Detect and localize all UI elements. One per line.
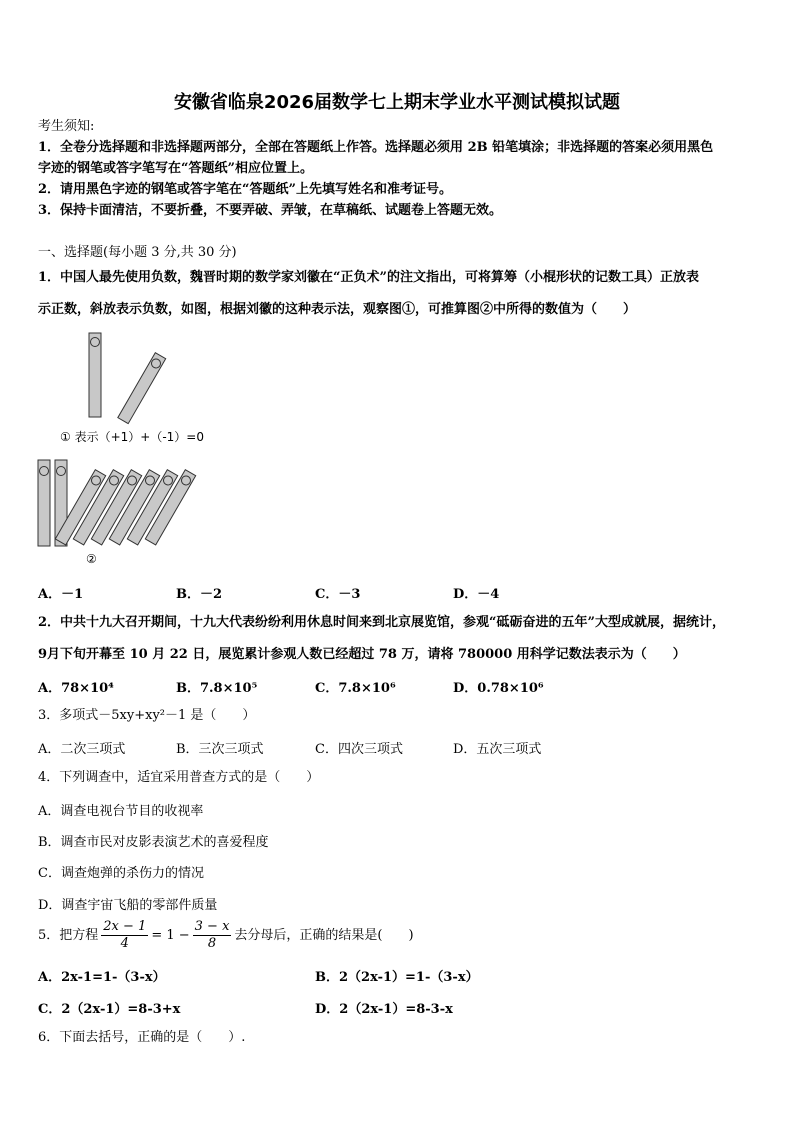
q4-option-b[interactable]: B．调查市民对皮影表演艺术的喜爱程度	[38, 835, 269, 850]
q5-option-b[interactable]: B．2（2x-1）=1-（3-x）	[315, 970, 479, 985]
q6-stem: 6．下面去括号，正确的是（ ）.	[38, 1030, 246, 1045]
upright-rod	[89, 333, 101, 417]
q1-option-d[interactable]: D．－4	[453, 587, 500, 602]
q2-option-c[interactable]: C．7.8×10⁶	[315, 681, 396, 696]
q5-prefix: 5．把方程	[38, 927, 99, 943]
q5-fraction-1-denominator: 4	[120, 936, 129, 951]
q1-option-c[interactable]: C．－3	[315, 587, 361, 602]
q5-stem	[38, 919, 414, 952]
q4-option-d[interactable]: D．调查宇宙飞船的零部件质量	[38, 898, 218, 913]
q3-option-b[interactable]: B．三次三项式	[176, 742, 264, 757]
q3-stem: 3．多项式－5xy+xy²－1 是（ ）	[38, 708, 256, 723]
q2-option-d[interactable]: D．0.78×10⁶	[453, 681, 544, 696]
q4-option-c[interactable]: C．调查炮弹的杀伤力的情况	[38, 866, 204, 881]
q2-stem-line2: 9月下旬开幕至 10 月 22 日，展览累计参观人数已经超过 78 万，请将 780000 用科学记数法表示为（ ）	[38, 647, 686, 662]
q5-fraction-2-numerator: 3 − x	[194, 919, 230, 934]
q3-option-a[interactable]: A．二次三项式	[38, 742, 126, 757]
notice-item: 3．保持卡面清洁，不要折叠，不要弄破、弄皱，在草稿纸、试题卷上答题无效。	[38, 203, 503, 218]
notice-item: 字迹的钢笔或答字笔写在“答题纸”相应位置上。	[38, 161, 313, 176]
q3-option-c[interactable]: C．四次三项式	[315, 742, 403, 757]
q1-option-a[interactable]: A．－1	[38, 587, 84, 602]
figure-2-counting-rods	[34, 455, 214, 555]
q2-stem-line1: 2．中共十九大召开期间，十九大代表纷纷利用休息时间来到北京展览馆，参观“砥砺奋进的五年”大型成就展，据统计，	[38, 615, 726, 630]
q1-stem-line2: 示正数，斜放表示负数，如图，根据刘徽的这种表示法，观察图①，可推算图②中所得的数值为（ ）	[38, 302, 637, 317]
page-title: 安徽省临泉2026届数学七上期末学业水平测试模拟试题	[173, 92, 621, 113]
q5-fraction-1	[101, 919, 148, 952]
q5-fraction-2-denominator: 8	[207, 936, 217, 951]
q4-stem: 4．下列调查中，适宜采用普查方式的是（ ）	[38, 770, 320, 785]
q5-equals: = 1 −	[151, 927, 190, 943]
q2-option-a[interactable]: A．78×10⁴	[38, 681, 114, 696]
q5-suffix: 去分母后，正确的结果是( )	[234, 927, 414, 943]
q5-fraction-2	[193, 919, 232, 952]
notice-item: 2．请用黑色字迹的钢笔或答字笔在“答题纸”上先填写姓名和准考证号。	[38, 182, 453, 197]
q5-option-d[interactable]: D．2（2x-1）=8-3-x	[315, 1002, 453, 1017]
figure-1-caption: ① 表示（+1）+（-1）=0	[60, 430, 204, 444]
notice-item: 1．全卷分选择题和非选择题两部分，全部在答题纸上作答。选择题必须用 2B 铅笔填涂；非选择题的答案必须用黑色	[38, 140, 714, 155]
slanted-rod	[118, 353, 166, 424]
section-heading: 一、选择题(每小题 3 分,共 30 分)	[38, 245, 237, 260]
q5-option-a[interactable]: A．2x-1=1-（3-x）	[38, 970, 166, 985]
q5-fraction-1-numerator: 2x − 1	[103, 919, 147, 934]
notice-heading: 考生须知:	[38, 119, 95, 134]
q1-stem-line1: 1．中国人最先使用负数，魏晋时期的数学家刘徽在“正负术”的注文指出，可将算筹（小棍形状的记数工具）正放表	[38, 270, 700, 285]
q1-option-b[interactable]: B．－2	[176, 587, 223, 602]
q3-option-d[interactable]: D．五次三项式	[453, 742, 542, 757]
q2-option-b[interactable]: B．7.8×10⁵	[176, 681, 258, 696]
q4-option-a[interactable]: A．调查电视台节目的收视率	[38, 804, 204, 819]
figure-2-label: ②	[86, 552, 97, 566]
q5-option-c[interactable]: C．2（2x-1）=8-3+x	[38, 1002, 181, 1017]
